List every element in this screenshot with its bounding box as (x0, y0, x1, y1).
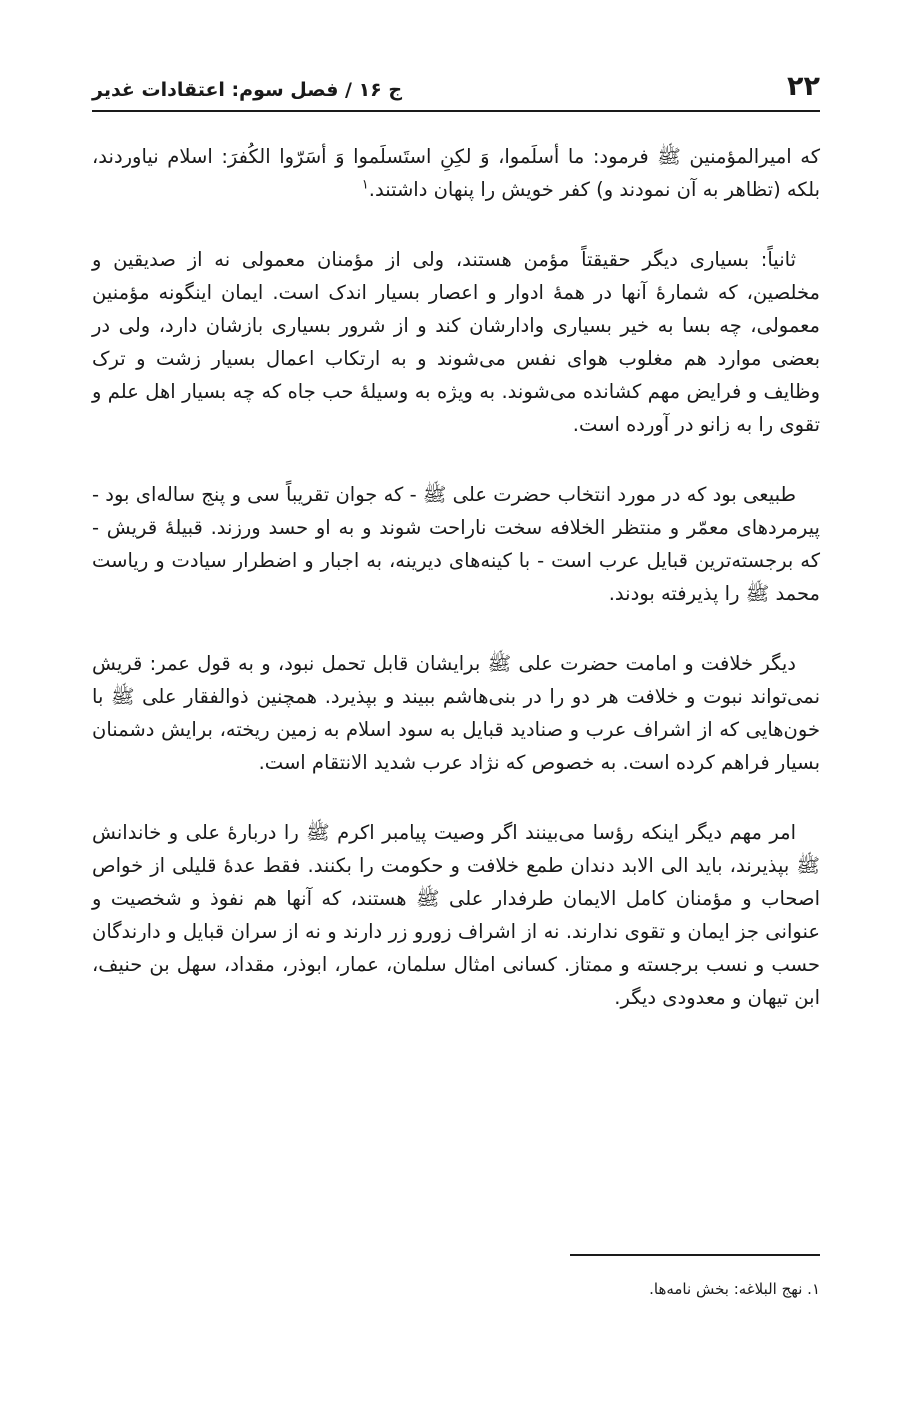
paragraph-1 (92, 140, 820, 206)
paragraph-2: ثانیاً: بسیاری دیگر حقیقتاً مؤمن هستند، ولی از مؤمنان معمولی نه از صدیقین و مخلصین، که شمارهٔ آنها در همهٔ ادوار و اعصار بسیار اندک است. ایمان اینگونه مؤمنین معمولی، چه بسا به خیر بسیاری وادارشان کند و از شرور بسیاری بازشان دارد، ولی در بعضی موارد هم مغلوب هوای نفس می‌شوند و به ارتکاب اعمال بسیار زشت و ترک وظایف و فرایض مهم کشانده می‌شوند. به ویژه به وسیلهٔ حب جاه که چه بسیار اهل علم و تقوی را به زانو در آورده است. (92, 248, 820, 436)
running-title: ج ۱۶ / فصل سوم: اعتقادات غدیر (92, 79, 403, 101)
paragraph-1-text: که امیرالمؤمنین ﷺ فرمود: ما أسلَموا، وَ لکِنِ استَسلَموا وَ أسَرّوا الکُفرَ: اسلام نیاوردند، بلکه (تظاهر به آن نمودند و) کفر خویش را پنهان داشتند. (92, 145, 820, 201)
paragraph-3: طبیعی بود که در مورد انتخاب حضرت علی ﷺ - که جوان تقریباً سی و پنج ساله‌ای بود - پیرمردهای معمّر و منتظر الخلافه سخت ناراحت شوند و به او حسد ورزند. قبیلهٔ قریش - که برجسته‌ترین قبایل عرب است - با کینه‌های دیرینه، به اجبار و اضطرار سیادت و ریاست محمد ﷺ را پذیرفته بودند. (92, 483, 820, 605)
running-header (92, 62, 820, 112)
paragraph-4: دیگر خلافت و امامت حضرت علی ﷺ برایشان قابل تحمل نبود، و به قول عمر: قریش نمی‌تواند نبوت و خلافت هر دو را در بنی‌هاشم ببیند و بپذیرد. همچنین ذوالفقار علی ﷺ با خون‌هایی که از اشراف عرب و صنادید قبایل به سود اسلام به زمین ریخته، برایش دشمنان بسیار فراهم کرده است. به خصوص که نژاد عرب شدید الانتقام است. (92, 652, 820, 774)
body-text (92, 140, 820, 1051)
footnote-reference[interactable]: ۱ (361, 177, 369, 193)
page-number: ۲۲ (787, 71, 820, 102)
footnote-divider (570, 1254, 820, 1256)
footnote: ۱. نهج البلاغه: بخش نامه‌ها. (649, 1280, 820, 1298)
paragraph-5: امر مهم دیگر اینکه رؤسا می‌بینند اگر وصیت پیامبر اکرم ﷺ را دربارهٔ علی و خاندانش ﷺ بپذیرند، باید الی الابد دندان طمع خلافت و حکومت را بکنند. فقط عدهٔ قلیلی از خواص اصحاب و مؤمنان کامل الایمان طرفدار علی ﷺ هستند، که آنها هم نفوذ و شخصیت و عنوانی جز ایمان و تقوی ندارند. نه از اشراف زورو زر دارند و نه از سران قبایل و دارندگان حسب و نسب برجسته و ممتاز. کسانی امثال سلمان، عمار، ابوذر، مقداد، سهل بن حنیف، ابن تیهان و معدودی دیگر. (92, 821, 820, 1009)
